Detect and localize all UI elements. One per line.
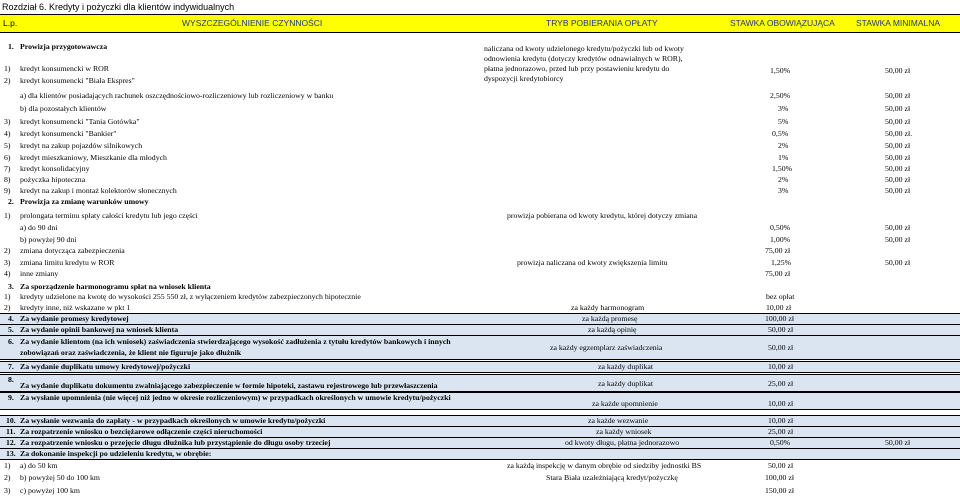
section-label: Za dokonanie inspekcji po udzieleniu kredytu, w obrębie: bbox=[20, 449, 212, 458]
section-num: 11. bbox=[6, 427, 16, 436]
row-min: 50,00 zł bbox=[885, 223, 911, 232]
section-num: 12. bbox=[6, 438, 16, 447]
row-num: 5) bbox=[4, 141, 11, 150]
section-label: Za wydanie opinii bankowej na wniosek klienta bbox=[20, 325, 179, 334]
row-num: 1) bbox=[4, 292, 11, 301]
row-rate: 50,00 zł bbox=[768, 343, 794, 352]
section-num: 10. bbox=[6, 416, 16, 425]
row-label: kredyt konsumencki w ROR bbox=[20, 64, 110, 73]
table-row bbox=[0, 175, 960, 185]
row-tryb: za każdy wniosek bbox=[596, 427, 652, 436]
table-row bbox=[0, 141, 960, 151]
row-tryb: za każdy duplikat bbox=[598, 379, 653, 388]
table-row bbox=[0, 153, 960, 163]
row-num: 6) bbox=[4, 153, 11, 162]
row-rate: 50,00 zł bbox=[768, 461, 794, 470]
row-label: a) dla klientów posiadających rachunek oszczędnościowo-rozliczeniowy lub rozliczeniowy w banku bbox=[20, 91, 334, 100]
section-num: 1. bbox=[8, 42, 14, 51]
section-3-header bbox=[0, 282, 960, 292]
row-rate: 100,00 zł bbox=[765, 314, 795, 323]
row-min: 50,00 zł bbox=[885, 104, 911, 113]
section-label: Za rozpatrzenie wniosku o przejęcie długu dłużnika lub przystąpienie do długu osoby trzeciej bbox=[20, 438, 331, 447]
table-row bbox=[0, 246, 960, 256]
row-label: prolongata terminu spłaty całości kredytu lub jego części bbox=[20, 211, 198, 220]
row-label: zmiana dotycząca zabezpieczenia bbox=[20, 246, 125, 255]
row-tryb: za każdy egzemplarz zaświadczenia bbox=[550, 343, 663, 352]
row-min: 50,00 zł bbox=[885, 117, 911, 126]
section-9-row bbox=[0, 392, 960, 410]
row-rate: 75,00 zł bbox=[765, 246, 791, 255]
section-label: Za wydanie promesy kredytowej bbox=[20, 314, 129, 323]
section-num: 6. bbox=[8, 337, 14, 346]
row-min: 50,00 zł bbox=[885, 235, 911, 244]
row-num: 2) bbox=[4, 473, 11, 482]
row-min: 50,00 zł bbox=[885, 153, 911, 162]
row-rate: 10,00 zł bbox=[768, 416, 794, 425]
row-rate: 1,50% bbox=[770, 66, 791, 75]
section-6-row bbox=[0, 335, 960, 360]
table-row bbox=[0, 129, 960, 139]
row-min: 50,00 zł bbox=[885, 66, 911, 75]
header-minimalna: STAWKA MINIMALNA bbox=[856, 18, 941, 28]
row-tryb: za każdy harmonogram bbox=[571, 303, 645, 312]
section-label: Prowizja za zmianę warunków umowy bbox=[20, 197, 149, 206]
table-row bbox=[0, 64, 960, 74]
row-min: 50,00 zł bbox=[885, 175, 911, 184]
row-rate: 0,50% bbox=[770, 223, 791, 232]
row-num: 1) bbox=[4, 211, 11, 220]
tryb-line: płatna jednorazowo, przed lub przy postawieniu kredytu do bbox=[484, 64, 670, 73]
row-label: c) powyżej 100 km bbox=[20, 486, 80, 495]
row-min: 50,00 zł bbox=[885, 186, 911, 195]
tryb-line: dyspozycji kredytobiorcy bbox=[484, 74, 564, 83]
row-tryb: za każdą opinię bbox=[588, 325, 637, 334]
table-row bbox=[0, 91, 960, 101]
section-label: Za rozpatrzenie wniosku o bezciężarowe odłączenie części nieruchomości bbox=[20, 427, 263, 436]
page-title: Rozdział 6. Kredyty i pożyczki dla klientów indywidualnych bbox=[2, 2, 235, 12]
row-num: 4) bbox=[4, 269, 11, 278]
row-rate: 3% bbox=[778, 104, 789, 113]
row-rate: 5% bbox=[778, 117, 789, 126]
table-row bbox=[0, 186, 960, 196]
table-row bbox=[0, 223, 960, 233]
row-tryb: Stara Biała uzależniającą kredyt/pożyczkę bbox=[546, 473, 678, 482]
row-label: kredyt konsolidacyjny bbox=[20, 164, 90, 173]
row-label: a) do 90 dni bbox=[20, 223, 58, 232]
row-rate: 0,5% bbox=[772, 129, 789, 138]
section-8-row bbox=[0, 374, 960, 392]
section-num: 4. bbox=[8, 314, 14, 323]
row-tryb: za każde upomnienie bbox=[592, 399, 658, 408]
section-label: Za wydanie duplikatu umowy kredytowej/pożyczki bbox=[20, 362, 191, 371]
row-rate: 150,00 zł bbox=[765, 486, 795, 495]
row-min: 50,00 zł. bbox=[885, 129, 913, 138]
row-label: zmiana limitu kredytu w ROR bbox=[20, 258, 115, 267]
row-rate: 1,50% bbox=[772, 164, 793, 173]
row-label: kredyt konsumencki "Bankier" bbox=[20, 129, 117, 138]
table-row bbox=[0, 258, 960, 268]
row-min: 50,00 zł bbox=[885, 141, 911, 150]
table-row bbox=[0, 292, 960, 302]
section-num: 13. bbox=[6, 449, 16, 458]
section-label: Za wysłanie upomnienia (nie więcej niż jedno w okresie rozliczeniowym) w przypadkach określonych w umowie kredytu/pożyczki bbox=[20, 393, 451, 402]
row-rate: 25,00 zł bbox=[768, 427, 794, 436]
row-label: kredyt konsumencki "Tania Gotówka" bbox=[20, 117, 140, 126]
row-label: kredyt na zakup i montaż kolektorów słonecznych bbox=[20, 186, 177, 195]
section-num: 7. bbox=[8, 362, 14, 371]
tryb-line: odnowienia kredytu (dotyczy kredytów odnawialnych w ROR), bbox=[484, 54, 683, 63]
table-row bbox=[0, 269, 960, 279]
row-rate: 1,00% bbox=[770, 235, 791, 244]
table-row bbox=[0, 211, 960, 221]
section-label: Prowizja przygotowawcza bbox=[20, 42, 108, 51]
row-label: inne zmiany bbox=[20, 269, 59, 278]
row-rate: 0,50% bbox=[770, 438, 791, 447]
row-rate: 1% bbox=[778, 153, 789, 162]
row-min: 50,00 zł bbox=[885, 258, 911, 267]
table-row bbox=[0, 473, 960, 483]
row-rate: 2% bbox=[778, 175, 789, 184]
row-tryb: za każde wezwanie bbox=[588, 416, 649, 425]
section-2-header bbox=[0, 197, 960, 207]
row-rate: 50,00 zł bbox=[768, 325, 794, 334]
row-num: 3) bbox=[4, 258, 11, 267]
section-num: 5. bbox=[8, 325, 14, 334]
row-rate: 3% bbox=[778, 186, 789, 195]
row-num: 2) bbox=[4, 76, 11, 85]
section-label: Za wydanie duplikatu dokumentu zwalniającego zabezpieczenie w formie hipoteki, zastawu rejestrowego lub przewłaszczenia bbox=[20, 381, 438, 390]
row-rate: 25,00 zł bbox=[768, 379, 794, 388]
row-label: kredyt mieszkaniowy, Mieszkanie dla młodych bbox=[20, 153, 167, 162]
header-lp: L.p. bbox=[3, 18, 18, 28]
row-min: 50,00 zł bbox=[885, 164, 911, 173]
row-min: 50,00 zł bbox=[885, 438, 911, 447]
row-label: kredyty udzielone na kwotę do wysokości 255 550 zł, z wyłączeniem kredytów zabezpieczonych hipotecznie bbox=[20, 292, 361, 301]
table-row bbox=[0, 303, 960, 313]
row-rate: 75,00 zł bbox=[765, 269, 791, 278]
row-tryb: za każdy duplikat bbox=[598, 362, 653, 371]
row-num: 8) bbox=[4, 175, 11, 184]
section-label: Za sporządzenie harmonogramu spłat na wniosek klienta bbox=[20, 282, 211, 291]
row-tryb: od kwoty długu, płatna jednorazowo bbox=[565, 438, 680, 447]
row-rate: 10,00 zł bbox=[768, 399, 794, 408]
table-row bbox=[0, 117, 960, 127]
row-rate: bez opłat bbox=[766, 292, 795, 301]
row-tryb: za każdą promesę bbox=[582, 314, 638, 323]
header-stawka: STAWKA OBOWIĄZUJĄCA bbox=[730, 18, 835, 28]
row-rate: 2,50% bbox=[770, 91, 791, 100]
row-num: 2) bbox=[4, 303, 11, 312]
row-tryb: prowizja pobierana od kwoty kredytu, której dotyczy zmiana bbox=[507, 211, 698, 220]
table-row bbox=[0, 104, 960, 114]
row-label: pożyczka hipoteczna bbox=[20, 175, 86, 184]
table-row bbox=[0, 164, 960, 174]
section-label: Za wysłanie wezwania do zapłaty - w przypadkach określonych w umowie kredytu/pożyczki bbox=[20, 416, 326, 425]
row-rate: 10,00 zł bbox=[768, 362, 794, 371]
row-tryb: za każdą inspekcję w danym obrębie od siedziby jednostki BS bbox=[507, 461, 702, 470]
row-num: 7) bbox=[4, 164, 11, 173]
table-row bbox=[0, 461, 960, 471]
tryb-line: naliczana od kwoty udzielonego kredytu/pożyczki lub od kwoty bbox=[484, 44, 684, 53]
row-label: b) powyżej 50 do 100 km bbox=[20, 473, 100, 482]
row-label: kredyt konsumencki "Biała Ekspres" bbox=[20, 76, 135, 85]
header-wyszczegolnienie: WYSZCZEGÓLNIENIE CZYNNOŚCI bbox=[182, 18, 323, 28]
row-tryb: prowizja naliczana od kwoty zwiększenia limitu bbox=[517, 258, 668, 267]
header-tryb: TRYB POBIERANIA OPŁATY bbox=[546, 18, 658, 28]
row-label: kredyt na zakup pojazdów silnikowych bbox=[20, 141, 143, 150]
row-rate: 10,00 zł bbox=[766, 303, 792, 312]
table-header bbox=[0, 14, 960, 33]
row-label: b) powyżej 90 dni bbox=[20, 235, 77, 244]
row-num: 1) bbox=[4, 64, 11, 73]
row-num: 1) bbox=[4, 461, 11, 470]
section-num: 9. bbox=[8, 393, 14, 402]
row-rate: 100,00 zł bbox=[765, 473, 795, 482]
section-label-cont: zobowiązań oraz zaświadczenia, że klient nie figuruje jako dłużnik bbox=[20, 348, 242, 357]
row-label: kredyty inne, niż wskazane w pkt 1 bbox=[20, 303, 131, 312]
table-row bbox=[0, 76, 960, 86]
row-label: a) do 50 km bbox=[20, 461, 58, 470]
row-num: 3) bbox=[4, 117, 11, 126]
section-num: 8. bbox=[8, 375, 14, 384]
row-rate: 2% bbox=[778, 141, 789, 150]
row-num: 3) bbox=[4, 486, 11, 495]
section-7-row bbox=[0, 361, 960, 373]
section-num: 2. bbox=[8, 197, 14, 206]
row-min: 50,00 zł bbox=[885, 91, 911, 100]
section-13-header bbox=[0, 448, 960, 460]
row-num: 9) bbox=[4, 186, 11, 195]
section-label: Za wydanie klientom (na ich wniosek) zaświadczenia stwierdzającego wysokość zadłużenia z tytułu kredytów bankowych i innych bbox=[20, 337, 451, 346]
row-num: 4) bbox=[4, 129, 11, 138]
table-row bbox=[0, 486, 960, 496]
row-label: b) dla pozostałych klientów bbox=[20, 104, 107, 113]
row-rate: 1,25% bbox=[771, 258, 792, 267]
row-num: 2) bbox=[4, 246, 11, 255]
section-num: 3. bbox=[8, 282, 14, 291]
table-row bbox=[0, 235, 960, 245]
